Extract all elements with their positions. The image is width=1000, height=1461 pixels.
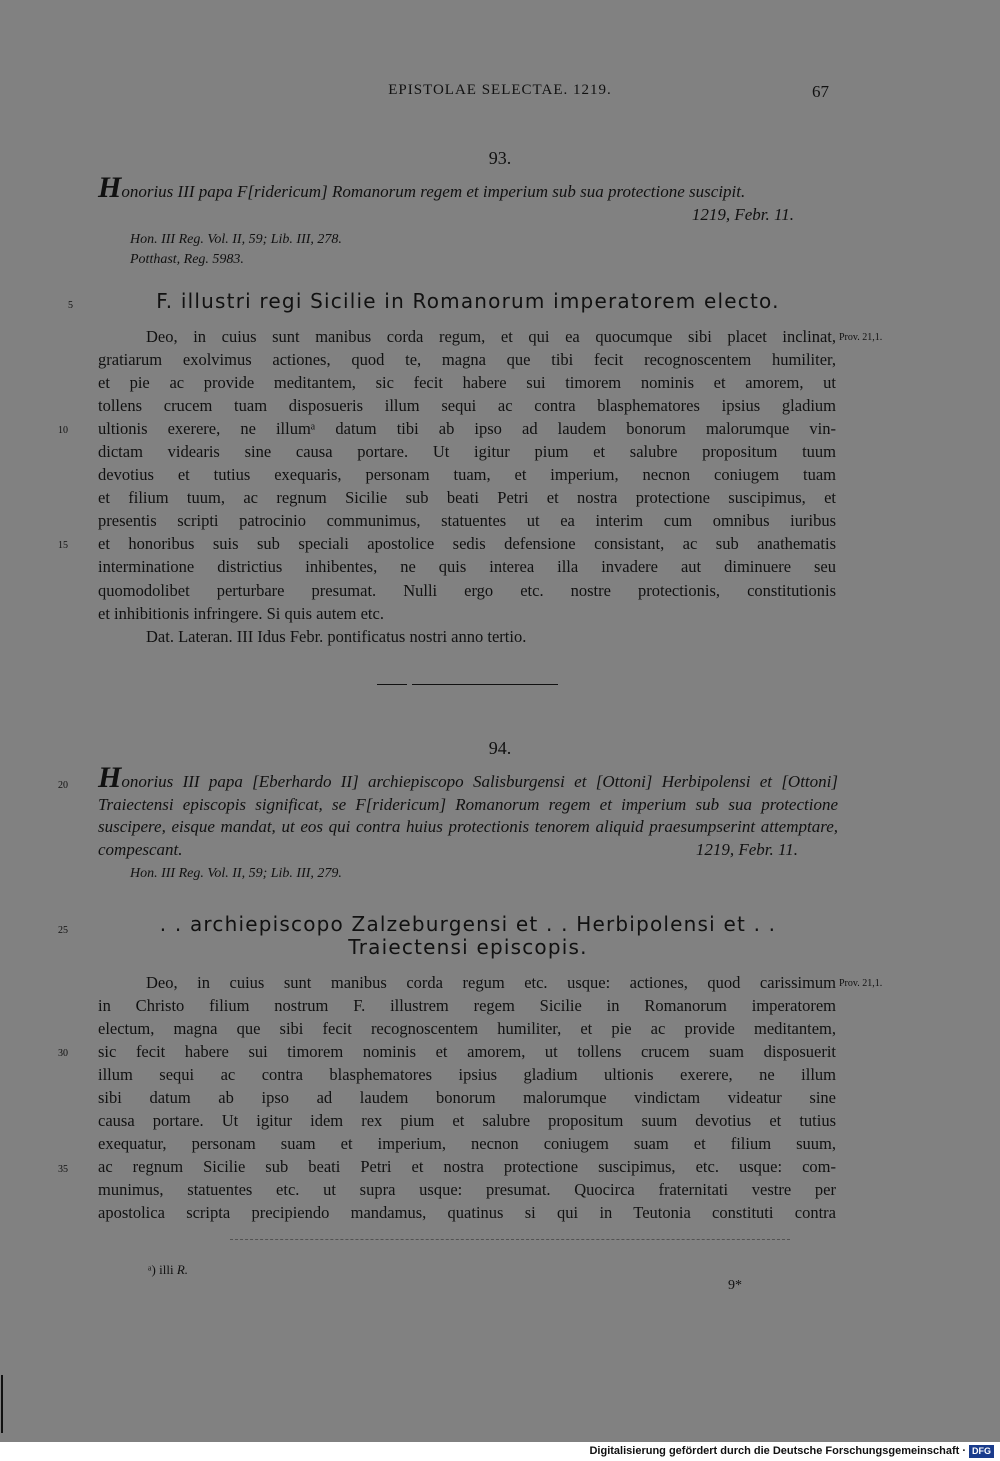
body-line: ac regnum Sicilie sub beati Petri et nostra protectione suscipimus, etc. usque: com- xyxy=(98,1157,836,1177)
body-line: sic fecit habere sui timorem nominis et amorem, ut tollens crucem suam disposuerit xyxy=(98,1042,836,1062)
line-number: 5 xyxy=(68,300,73,311)
letter-body xyxy=(98,325,836,648)
letter-regest xyxy=(98,761,838,862)
dfg-logo: DFG xyxy=(969,1445,994,1458)
footnote-siglum: R. xyxy=(176,1262,189,1277)
separator-rule xyxy=(377,684,407,685)
dating-clause: Dat. Lateran. III Idus Febr. pontificatus nostri anno tertio. xyxy=(146,626,527,646)
body-line: dictam videaris sine causa portare. Ut igitur pium et salubre propositum tuum xyxy=(98,442,836,462)
letter-sources xyxy=(130,864,342,884)
footnote-marker: ᵃ) xyxy=(148,1262,156,1277)
source-line: Potthast, Reg. 5983. xyxy=(130,251,244,267)
body-line: Deo, in cuius sunt manibus corda regum etc. usque: actiones, quod carissimum xyxy=(146,973,836,992)
source-line: Hon. III Reg. Vol. II, 59; Lib. III, 278. xyxy=(130,232,342,247)
margin-note: Prov. 21,1. xyxy=(839,332,883,343)
letter-sources xyxy=(130,230,342,269)
line-number: 20 xyxy=(58,780,68,791)
body-line: exequatur, personam suam et imperium, necnon coniugem suam et filium suum, xyxy=(98,1134,836,1154)
body-line: tollens crucem tuam disposueris illum sequi ac contra blasphematores ipsius gladium xyxy=(98,396,836,416)
line-number: 25 xyxy=(58,925,68,936)
line-number: 35 xyxy=(58,1164,68,1175)
body-line: Deo, in cuius sunt manibus corda regum, et qui ea quocumque sibi placet inclinat, xyxy=(146,327,836,346)
letter-body xyxy=(98,971,836,1225)
body-line: et honoribus suis sub speciali apostolice sedis defensione consistant, ac sub anathematis xyxy=(98,534,836,554)
margin-note: Prov. 21,1. xyxy=(839,978,883,989)
letter-number: 93. xyxy=(488,148,512,168)
regest-text: onorius III papa [Eberhardo II] archiepiscopo Salisburgensi et [Ottoni] Herbipolensi et [Ottoni] Traiectensi episcopis significat, se F[ridericum] Romanorum regem et imperium sub sua protectione suscipere, eisque mandat, ut eos qui contra huius protectionis tenorem aliquid praesumpserint attemptare, compescant. xyxy=(98,772,838,860)
signature-mark: 9* xyxy=(728,1278,742,1293)
body-line: sibi datum ab ipso ad laudem bonorum malorumque vindictam videatur sine xyxy=(98,1088,836,1108)
body-line: ultionis exerere, ne illumᵃ datum tibi ab ipso ad laudem bonorum malorumque vin- xyxy=(98,419,836,439)
letter-address xyxy=(98,913,838,959)
body-line: gratiarum exolvimus actiones, quod te, magna que tibi fecit recognoscentem humiliter, xyxy=(98,350,836,370)
separator-rule xyxy=(412,684,558,685)
body-line: illum sequi ac contra blasphematores ipsius gladium ultionis exerere, ne illum xyxy=(98,1065,836,1085)
letter-date: 1219, Febr. 11. xyxy=(691,204,794,224)
body-line: causa portare. Ut igitur idem rex pium et salubre propositum suum devotius et tutius xyxy=(98,1111,836,1131)
letter-number: 94. xyxy=(488,738,512,758)
letter-date: 1219, Febr. 11. xyxy=(695,840,798,860)
cutoff-line xyxy=(230,1239,790,1240)
regest-text: onorius III papa F[ridericum] Romanorum regem et imperium sub sua protectione suscipit. xyxy=(121,182,746,201)
source-line: Hon. III Reg. Vol. II, 59; Lib. III, 279. xyxy=(130,866,342,881)
running-title: EPISTOLAE SELECTAE. 1219. xyxy=(388,82,612,98)
body-line: interminatione districtius inhibentes, ne quis interea illa invadere aut diminuere seu xyxy=(98,557,836,577)
footnote-text: illi xyxy=(159,1262,174,1277)
body-line: electum, magna que sibi fecit recognoscentem humiliter, et pie ac provide meditantem, xyxy=(98,1019,836,1039)
regest-initial: H xyxy=(98,761,122,794)
address-line: Traiectensi episcopis. xyxy=(348,935,588,959)
body-line: et filium tuum, ac regnum Sicilie sub beati Petri et nostra protectione suscipimus, et xyxy=(98,488,836,508)
digitization-credit xyxy=(0,1442,1000,1461)
line-number: 10 xyxy=(58,425,68,436)
credit-text: Digitalisierung gefördert durch die Deutsche Forschungsgemeinschaft · xyxy=(589,1445,966,1457)
body-line: apostolica scripta precipiendo mandamus, quatinus si qui in Teutonia constituti contra xyxy=(98,1203,836,1223)
regest-initial: H xyxy=(98,171,122,204)
body-line: devotius et tutius exequaris, personam tuam, et imperium, necnon coniugem tuam xyxy=(98,465,836,485)
page-number: 67 xyxy=(812,82,829,101)
line-number: 30 xyxy=(58,1048,68,1059)
body-line: et inhibitionis infringere. Si quis autem etc. xyxy=(98,603,384,623)
footnote xyxy=(148,1262,188,1278)
scan-edge-mark xyxy=(1,1375,3,1433)
body-line: quomodolibet perturbare presumat. Nulli ergo etc. nostre protectionis, constitutionis xyxy=(98,580,836,600)
body-line: in Christo filium nostrum F. illustrem regem Sicilie in Romanorum imperatorem xyxy=(98,996,836,1016)
line-number: 15 xyxy=(58,540,68,551)
body-line: presentis scripti patrocinio communimus, statuentes ut ea interim cum omnibus iuribus xyxy=(98,511,836,531)
body-line: et pie ac provide meditantem, sic fecit habere sui timorem nominis et amorem, ut xyxy=(98,373,836,393)
body-line: munimus, statuentes etc. ut supra usque: presumat. Quocirca fraternitati vestre per xyxy=(98,1180,836,1200)
address-line: . . archiepiscopo Zalzeburgensi et . . Herbipolensi et . . xyxy=(159,912,777,936)
letter-regest xyxy=(98,171,838,226)
letter-address: F. illustri regi Sicilie in Romanorum imperatorem electo. xyxy=(156,289,780,313)
